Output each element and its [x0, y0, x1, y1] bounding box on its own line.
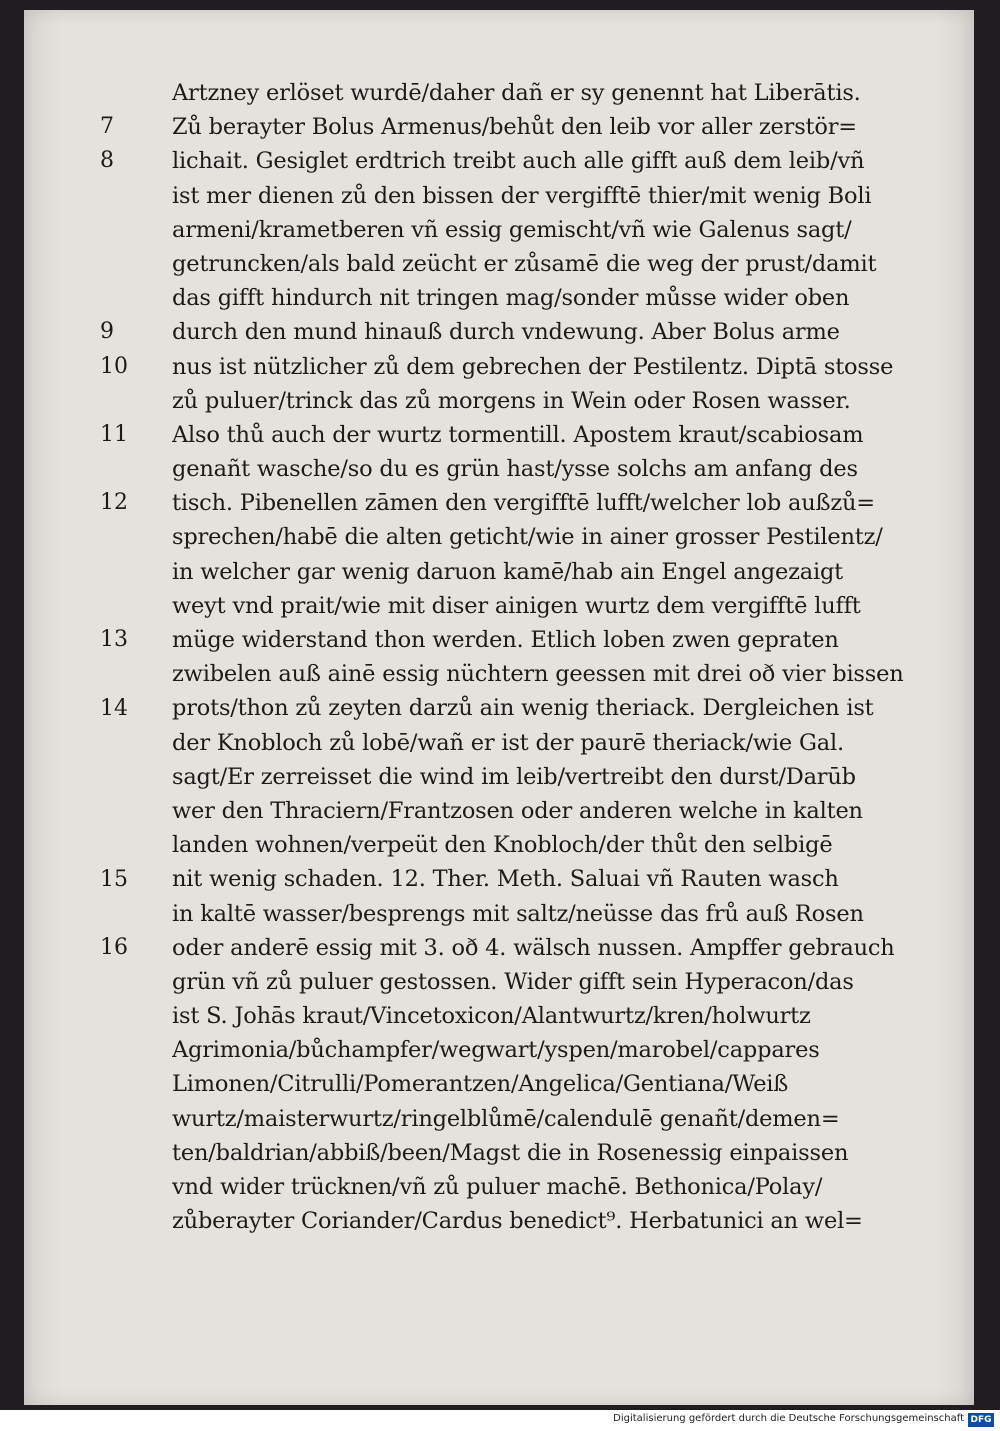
- text-line: Agrimonia/bůchampfer/wegwart/yspen/marobel/cappares: [172, 1037, 820, 1064]
- text-line: wurtz/maisterwurtz/ringelblůmē/calendulē genañt/demen=: [172, 1105, 840, 1132]
- text-line: in kaltē wasser/besprengs mit saltz/neüsse das frů auß Rosen: [172, 900, 864, 927]
- text-line: sagt/Er zerreisset die wind im leib/vertreibt den durst/Darūb: [172, 763, 856, 790]
- text-line: durch den mund hinauß durch vndewung. Aber Bolus arme: [172, 319, 840, 346]
- text-line: wer den Thraciern/Frantzosen oder anderen welche in kalten: [172, 797, 863, 824]
- footer-credit: Digitalisierung gefördert durch die Deutsche Forschungsgemeinschaft: [613, 1413, 964, 1424]
- text-line: lichait. Gesiglet erdtrich treibt auch alle gifft auß dem leib/vñ: [172, 148, 865, 175]
- text-line: Limonen/Citrulli/Pomerantzen/Angelica/Gentiana/Weiß: [172, 1071, 789, 1098]
- body-text: [172, 76, 972, 1238]
- footer-bar: [0, 1410, 1000, 1431]
- text-line: oder anderē essig mit 3. oð 4. wälsch nussen. Ampffer gebrauch: [172, 934, 895, 961]
- text-line: Artzney erlöset wurdē/daher dañ er sy genennt hat Liberātis.: [172, 80, 861, 106]
- text-line: in welcher gar wenig daruon kamē/hab ain Engel angezaigt: [172, 558, 844, 585]
- text-line: der Knobloch zů lobē/wañ er ist der paurē theriack/wie Gal.: [172, 729, 844, 756]
- text-line: genañt wasche/so du es grün hast/ysse solchs am anfang des: [172, 456, 858, 483]
- text-line: sprechen/habē die alten geticht/wie in ainer grosser Pestilentz/: [172, 524, 883, 551]
- text-line: zwibelen auß ainē essig nüchtern geessen mit drei oð vier bissen: [172, 661, 904, 688]
- text-line: vnd wider trücknen/vñ zů puluer machē. Bethonica/Polay/: [172, 1174, 823, 1200]
- text-line: ist mer dienen zů den bissen der vergifftē thier/mit wenig Boli: [172, 182, 872, 209]
- margin-note-number: 10: [100, 353, 128, 379]
- text-line: prots/thon zů zeyten darzů ain wenig theriack. Dergleichen ist: [172, 695, 874, 722]
- margin-note-number: 9: [100, 319, 114, 345]
- text-line: Zů berayter Bolus Armenus/behůt den leib vor aller zerstör=: [172, 114, 857, 141]
- text-line: landen wohnen/verpeüt den Knobloch/der thůt den selbigē: [172, 832, 833, 859]
- margin-note-number: 8: [100, 148, 114, 174]
- text-line: Also thů auch der wurtz tormentill. Apostem kraut/scabiosam: [172, 421, 864, 448]
- text-line: getruncken/als bald zeücht er zůsamē die weg der prust/damit: [172, 250, 877, 277]
- margin-note-number: 13: [100, 627, 128, 653]
- text-line: grün vñ zů puluer gestossen. Wider gifft sein Hyperacon/das: [172, 968, 854, 995]
- margin-note-number: 16: [100, 935, 128, 960]
- margin-note-number: 15: [100, 866, 128, 892]
- text-line: nus ist nützlicher zů dem gebrechen der Pestilentz. Diptā stosse: [172, 353, 894, 380]
- text-line: zůberayter Coriander/Cardus benedict⁹. Herbatunici an wel=: [172, 1208, 863, 1235]
- text-line: ten/baldrian/abbiß/been/Magst die in Rosenessig einpaissen: [172, 1139, 849, 1166]
- margin-note-number: 14: [100, 695, 128, 721]
- text-line: armeni/krametberen vñ essig gemischt/vñ wie Galenus sagt/: [172, 216, 852, 243]
- text-line: nit wenig schaden. 12. Ther. Meth. Saluai vñ Rauten wasch: [172, 866, 839, 893]
- margin-note-number: 7: [100, 114, 114, 140]
- text-line: zů puluer/trinck das zů morgens in Wein oder Rosen wasser.: [172, 387, 851, 414]
- text-line: das gifft hindurch nit tringen mag/sonder můsse wider oben: [172, 285, 850, 312]
- text-line: weyt vnd prait/wie mit diser ainigen wurtz dem vergifftē lufft: [172, 592, 861, 619]
- book-page: [24, 10, 974, 1405]
- margin-note-number: 12: [100, 490, 128, 516]
- text-line: müge widerstand thon werden. Etlich loben zwen gepraten: [172, 627, 839, 653]
- text-line: tisch. Pibenellen zāmen den vergifftē lufft/welcher lob außzů=: [172, 490, 875, 517]
- margin-note-number: 11: [100, 422, 128, 447]
- dfg-logo: DFG: [968, 1413, 994, 1427]
- text-line: ist S. Johās kraut/Vincetoxicon/Alantwurtz/kren/holwurtz: [172, 1003, 811, 1030]
